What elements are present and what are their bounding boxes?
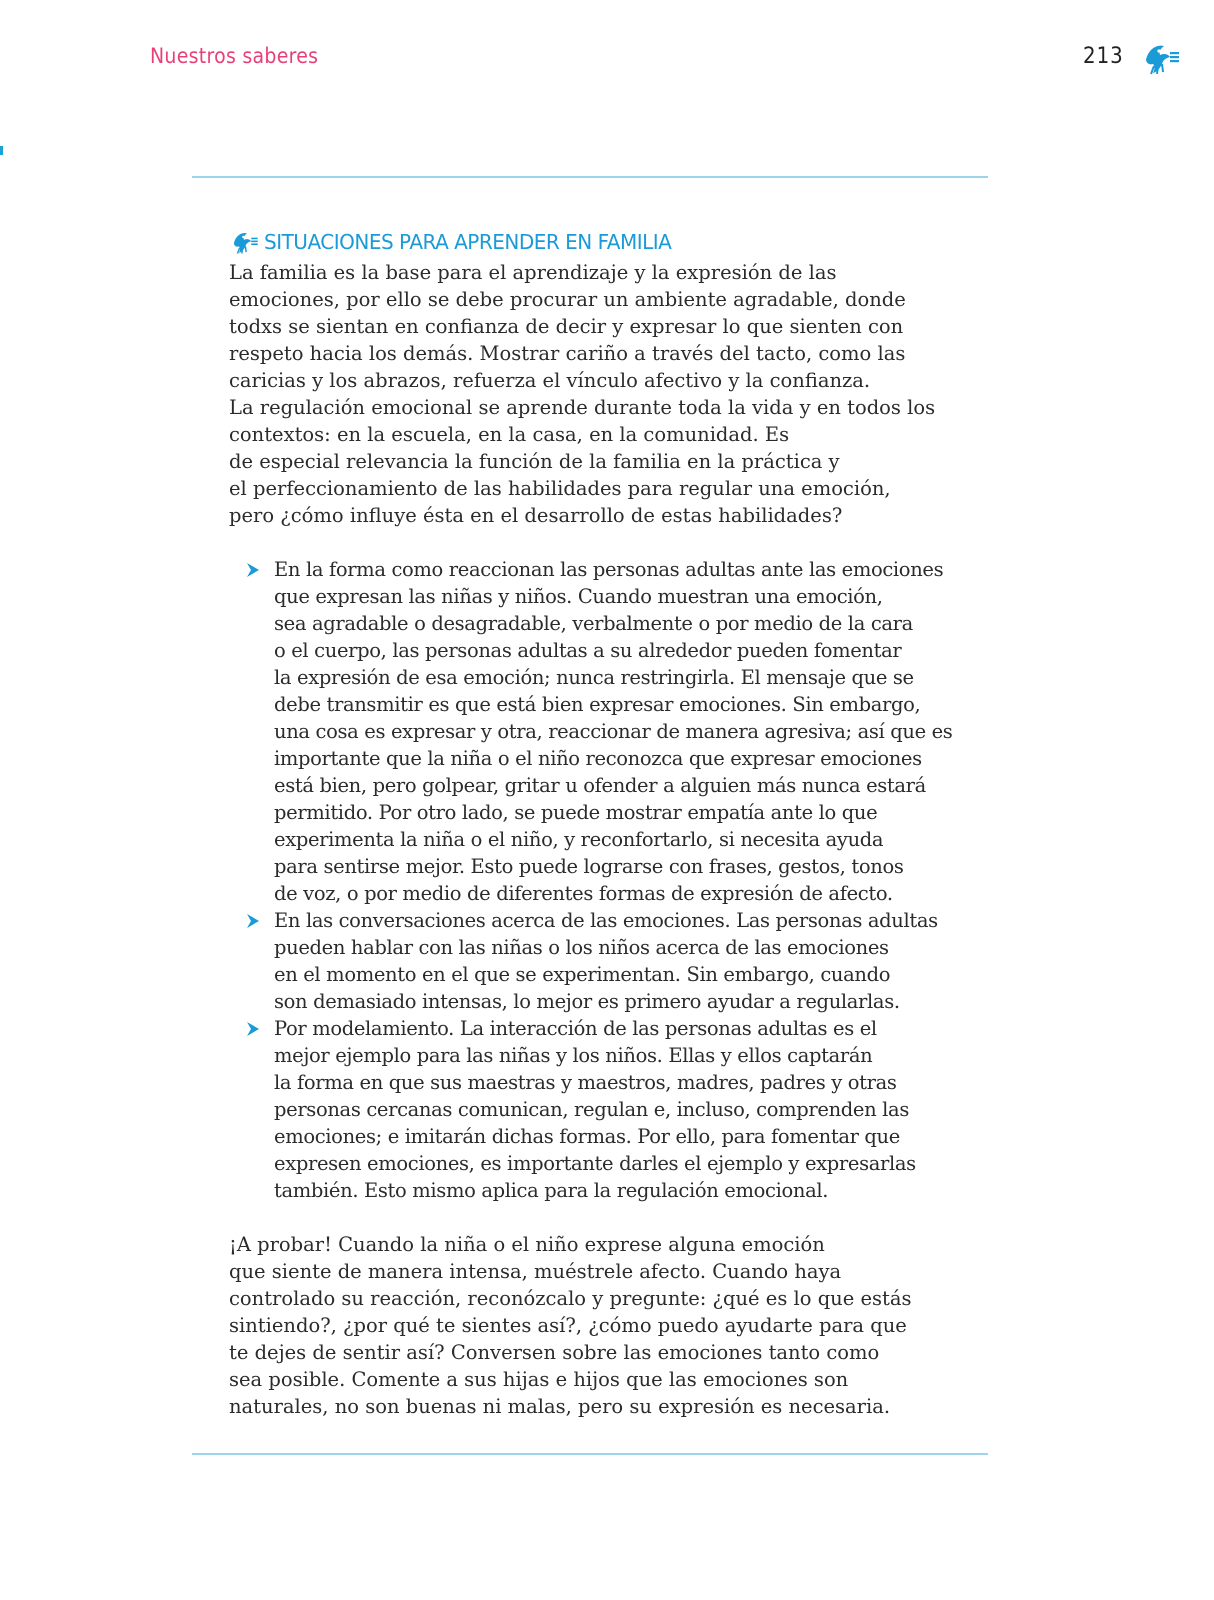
bottom-divider (192, 1453, 988, 1455)
text-line: que siente de manera intensa, muéstrele afecto. Cuando haya (229, 1260, 842, 1283)
page-number: 213 (1083, 44, 1124, 69)
text-line: controlado su reacción, reconózcalo y pregunte: ¿qué es lo que estás (229, 1287, 912, 1310)
text-line: una cosa es expresar y otra, reaccionar de manera agresiva; así que es (274, 720, 953, 743)
text-line: La regulación emocional se aprende durante toda la vida y en todos los (229, 396, 936, 419)
chevron-right-icon (247, 914, 259, 928)
bullet-item (245, 556, 989, 907)
chevron-right-icon (247, 563, 259, 577)
bullet-item (245, 907, 989, 1015)
text-line: pueden hablar con las niñas o los niños acerca de las emociones (274, 936, 889, 959)
text-line: de voz, o por medio de diferentes formas de expresión de afecto. (274, 882, 893, 905)
running-head: Nuestros saberes (150, 44, 319, 68)
text-line: sea posible. Comente a sus hijas e hijos que las emociones son (229, 1368, 849, 1391)
text-line: el perfeccionamiento de las habilidades para regular una emoción, (229, 477, 891, 500)
text-line: permitido. Por otro lado, se puede mostrar empatía ante lo que (274, 801, 878, 824)
chevron-right-icon (247, 1022, 259, 1036)
text-line: experimenta la niña o el niño, y reconfortarlo, si necesita ayuda (274, 828, 884, 851)
bullet-item (245, 1015, 989, 1204)
closing-paragraph (229, 1231, 989, 1420)
section-title: SITUACIONES PARA APRENDER EN FAMILIA (264, 230, 672, 254)
text-line: está bien, pero golpear, gritar u ofender a alguien más nunca estará (274, 774, 926, 797)
bird-icon (1140, 40, 1180, 76)
text-line: emociones; e imitarán dichas formas. Por ello, para fomentar que (274, 1125, 900, 1148)
text-line: de especial relevancia la función de la familia en la práctica y (229, 450, 840, 473)
text-line: sea agradable o desagradable, verbalmente o por medio de la cara (274, 612, 913, 635)
text-line: la expresión de esa emoción; nunca restringirla. El mensaje que se (274, 666, 914, 689)
text-line: La familia es la base para el aprendizaje y la expresión de las (229, 261, 837, 284)
text-line: personas cercanas comunican, regulan e, incluso, comprenden las (274, 1098, 909, 1121)
text-line: todxs se sientan en confianza de decir y expresar lo que sienten con (229, 315, 904, 338)
text-line: En las conversaciones acerca de las emociones. Las personas adultas (274, 909, 938, 932)
top-divider (192, 176, 988, 178)
text-line: en el momento en el que se experimentan. Sin embargo, cuando (274, 963, 891, 986)
text-line: también. Esto mismo aplica para la regulación emocional. (274, 1179, 829, 1202)
text-line: te dejes de sentir así? Conversen sobre las emociones tanto como (229, 1341, 880, 1364)
text-line: son demasiado intensas, lo mejor es primero ayudar a regularlas. (274, 990, 900, 1013)
text-line: debe transmitir es que está bien expresar emociones. Sin embargo, (274, 693, 921, 716)
text-line: naturales, no son buenas ni malas, pero su expresión es necesaria. (229, 1395, 891, 1418)
text-line: ¡A probar! Cuando la niña o el niño exprese alguna emoción (229, 1233, 825, 1256)
text-line: caricias y los abrazos, refuerza el vínculo afectivo y la confianza. (229, 369, 871, 392)
bullet-list (229, 556, 989, 1204)
text-line: mejor ejemplo para las niñas y los niños. Ellas y ellos captarán (274, 1044, 873, 1067)
intro-paragraph (229, 259, 989, 529)
bird-icon (229, 229, 259, 255)
text-line: sintiendo?, ¿por qué te sientes así?, ¿cómo puedo ayudarte para que (229, 1314, 907, 1337)
text-line: Por modelamiento. La interacción de las personas adultas es el (274, 1017, 877, 1040)
text-line: la forma en que sus maestras y maestros, madres, padres y otras (274, 1071, 897, 1094)
text-line: que expresan las niñas y niños. Cuando muestran una emoción, (274, 585, 883, 608)
text-line: pero ¿cómo influye ésta en el desarrollo de estas habilidades? (229, 504, 843, 527)
text-line: importante que la niña o el niño reconozca que expresar emociones (274, 747, 922, 770)
text-line: respeto hacia los demás. Mostrar cariño a través del tacto, como las (229, 342, 906, 365)
text-line: contextos: en la escuela, en la casa, en la comunidad. Es (229, 423, 790, 446)
text-line: para sentirse mejor. Esto puede lograrse con frases, gestos, tonos (274, 855, 904, 878)
text-line: emociones, por ello se debe procurar un ambiente agradable, donde (229, 288, 906, 311)
text-line: o el cuerpo, las personas adultas a su alrededor pueden fomentar (274, 639, 902, 662)
section-box (229, 227, 989, 1420)
text-line: En la forma como reaccionan las personas adultas ante las emociones (274, 558, 944, 581)
section-heading (229, 227, 989, 257)
page-edge-mark (0, 146, 3, 155)
text-line: expresen emociones, es importante darles el ejemplo y expresarlas (274, 1152, 916, 1175)
